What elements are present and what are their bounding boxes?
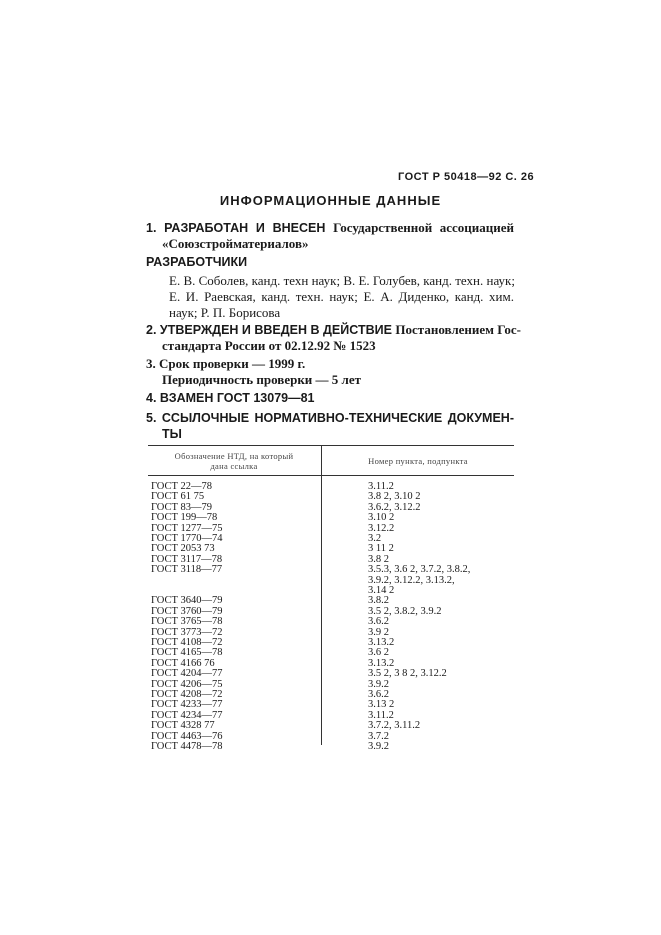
table-cell-ref: 3.5 2, 3.8.2, 3.9.2 bbox=[368, 605, 442, 617]
table-header-doc-line-1: Обозначение НТД, на который bbox=[174, 451, 294, 461]
table-cell-doc: ГОСТ 3640—79 bbox=[151, 595, 223, 607]
section-5 bbox=[146, 410, 514, 442]
section-5-line-2: ТЫ bbox=[162, 427, 182, 441]
developers-line-3: наук; Р. П. Борисова bbox=[169, 305, 281, 320]
table-cell-doc: ГОСТ 4234—77 bbox=[151, 709, 223, 721]
table-cell-doc: ГОСТ 61 75 bbox=[151, 491, 205, 503]
table-cell-ref: 3 11 2 bbox=[368, 543, 394, 555]
table-cell-doc: ГОСТ 4165—78 bbox=[151, 647, 223, 659]
table-cell-ref: 3.6.2 bbox=[368, 616, 389, 628]
table-header-doc-line-2: дана ссылка bbox=[210, 461, 258, 471]
table-header-ref: Номер пункта, подпункта bbox=[368, 456, 468, 466]
table-cell-ref: 3.13.2 bbox=[368, 637, 395, 648]
table-cell-ref: 3.6 2 bbox=[368, 647, 389, 659]
table-cell-ref: 3.7.2, 3.11.2 bbox=[368, 720, 421, 732]
table-cell-ref: 3.13.2 bbox=[368, 657, 395, 669]
table-cell-ref: 3.9.2 bbox=[368, 678, 389, 690]
table-cell-ref: 3.8 2 bbox=[368, 553, 389, 565]
table-cell-ref: 3.9.2, 3.12.2, 3.13.2, bbox=[368, 574, 455, 586]
section-3 bbox=[146, 356, 361, 388]
table-header-rule bbox=[148, 475, 514, 476]
table-cell-doc: ГОСТ 4208—72 bbox=[151, 689, 223, 700]
table-cell-ref: 3.9.2 bbox=[368, 741, 389, 752]
table-cell-ref: 3.8.2 bbox=[368, 595, 389, 607]
table-top-rule bbox=[148, 445, 514, 446]
section-1-line-2: «Союзстройматериалов» bbox=[162, 236, 309, 251]
table-cell-ref: 3.8 2, 3.10 2 bbox=[368, 491, 421, 503]
table-cell-doc: ГОСТ 3765—78 bbox=[151, 616, 223, 628]
table-header-doc bbox=[148, 451, 320, 471]
table-cell-doc: ГОСТ 4463—76 bbox=[151, 730, 223, 742]
section-4: 4. ВЗАМЕН ГОСТ 13079—81 bbox=[146, 391, 315, 405]
section-2-line-1 bbox=[146, 322, 522, 338]
developers-list bbox=[169, 273, 514, 321]
page-title: ИНФОРМАЦИОННЫЕ ДАННЫЕ bbox=[219, 193, 442, 208]
table-cell-doc: ГОСТ 4478—78 bbox=[151, 741, 223, 752]
section-1-heading: РАЗРАБОТАН И ВНЕСЕН bbox=[164, 221, 326, 235]
developers-line-2: Е. И. Раевская, канд. техн. наук; Е. А. Диденко, канд. хим. bbox=[169, 289, 514, 304]
table-cell-ref: 3.7.2 bbox=[368, 730, 389, 742]
developers-line-1: Е. В. Соболев, канд. техн наук; В. Е. Голубев, канд. техн. наук; bbox=[169, 273, 515, 288]
table-cell-doc: ГОСТ 4206—75 bbox=[151, 678, 223, 690]
section-1-number: 1. bbox=[146, 221, 157, 235]
section-3-line-2: Периодичность проверки — 5 лет bbox=[162, 372, 361, 387]
table-cell-doc: ГОСТ 3773—72 bbox=[151, 626, 223, 638]
table-cell-ref: 3.10 2 bbox=[368, 512, 395, 524]
table-cell-ref: 3.5 2, 3 8 2, 3.12.2 bbox=[368, 668, 447, 680]
section-2-line-2: стандарта России от 02.12.92 № 1523 bbox=[162, 338, 376, 353]
table-cell-ref: 3.2 bbox=[368, 533, 382, 544]
table-column-divider bbox=[321, 445, 322, 745]
table-cell-doc: ГОСТ 22—78 bbox=[151, 481, 213, 492]
table-cell-doc: ГОСТ 3118—77 bbox=[151, 564, 223, 576]
table-cell-doc: ГОСТ 199—78 bbox=[151, 512, 218, 524]
section-3-line-1: 3. Срок проверки — 1999 г. bbox=[146, 356, 306, 371]
table-cell-ref: 3.5.3, 3.6 2, 3.7.2, 3.8.2, bbox=[368, 564, 471, 576]
developers-heading: РАЗРАБОТЧИКИ bbox=[146, 255, 248, 269]
table-cell-ref: 3.14 2 bbox=[368, 585, 395, 596]
section-2-text: Постановлением Гос- bbox=[395, 322, 522, 337]
table-cell-ref: 3.6.2, 3.12.2 bbox=[368, 501, 421, 513]
section-2-number: 2. bbox=[146, 323, 157, 337]
table-cell-doc: ГОСТ 4204—77 bbox=[151, 668, 223, 680]
table-cell-doc: ГОСТ 83—79 bbox=[151, 501, 213, 513]
section-1-text: Государственной ассоциацией bbox=[333, 220, 514, 235]
table-cell-ref: 3.6.2 bbox=[368, 689, 389, 700]
section-5-line-1: 5. ССЫЛОЧНЫЕ НОРМАТИВНО-ТЕХНИЧЕСКИЕ ДОКУМЕН- bbox=[146, 411, 514, 425]
table-cell-ref: 3.11.2 bbox=[368, 481, 394, 492]
table-cell-ref: 3.13 2 bbox=[368, 699, 395, 711]
table-cell-doc: ГОСТ 3760—79 bbox=[151, 605, 223, 617]
table-cell-doc: ГОСТ 4166 76 bbox=[151, 657, 215, 669]
table-cell-ref: 3.11.2 bbox=[368, 709, 394, 721]
table-cell-doc: ГОСТ 1277—75 bbox=[151, 522, 223, 534]
table-cell-doc: ГОСТ 4233—77 bbox=[151, 699, 223, 711]
table-cell-doc: ГОСТ 4108—72 bbox=[151, 637, 223, 648]
section-1-line-1 bbox=[146, 220, 514, 236]
table-cell-doc: ГОСТ 4328 77 bbox=[151, 720, 215, 732]
section-1 bbox=[146, 220, 514, 252]
section-2-heading: УТВЕРЖДЕН И ВВЕДЕН В ДЕЙСТВИЕ bbox=[159, 323, 392, 337]
table-cell-doc: ГОСТ 3117—78 bbox=[151, 553, 223, 565]
table-cell-doc: ГОСТ 2053 73 bbox=[151, 543, 215, 555]
running-header: ГОСТ Р 50418—92 С. 26 bbox=[398, 171, 535, 183]
table-cell-ref: 3.12.2 bbox=[368, 522, 395, 534]
section-2 bbox=[146, 322, 522, 354]
table-cell-doc: ГОСТ 1770—74 bbox=[151, 533, 223, 544]
table-cell-ref: 3.9 2 bbox=[368, 626, 389, 638]
